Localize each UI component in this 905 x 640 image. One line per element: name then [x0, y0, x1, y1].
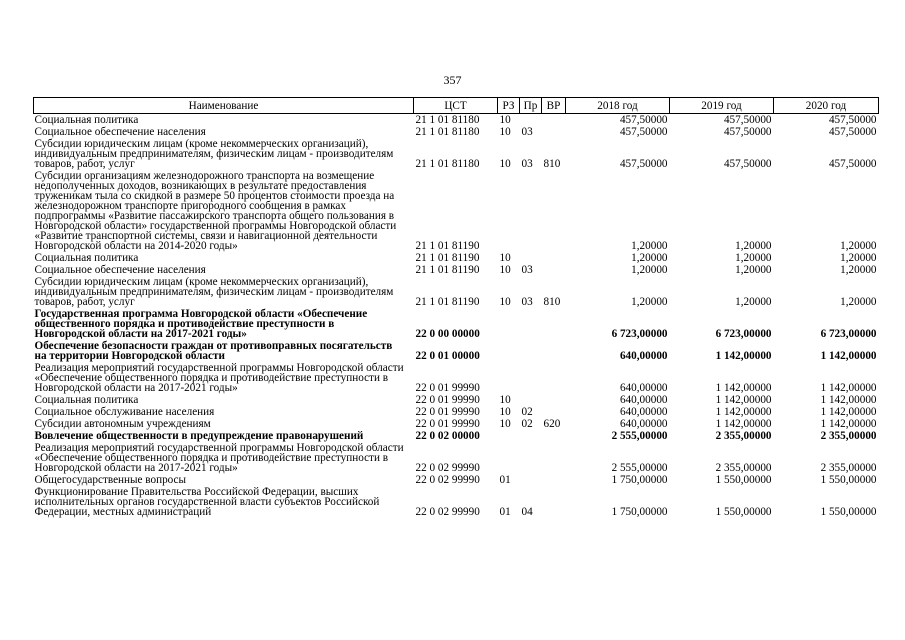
- cell-2018: 1,20000: [631, 252, 668, 264]
- header-rz: РЗ: [498, 98, 520, 114]
- cell-2019: 1 142,00000: [715, 382, 772, 394]
- cell-name: Субсидии юридическим лицам (кроме некоммерческих организаций), индивидуальным предпринимателям, физическим лицам - производителям товаров, работ, услуг: [34, 138, 394, 170]
- cell-cst: 22 0 01 99990: [415, 394, 480, 406]
- cell-rz: [498, 308, 520, 340]
- cell-2019: 1 142,00000: [715, 406, 772, 418]
- cell-cst: 21 1 01 81190: [415, 240, 480, 252]
- cell-2020: 1 142,00000: [820, 394, 877, 406]
- table-row: [34, 126, 879, 138]
- table-header-row: [34, 98, 879, 114]
- cell-vr: [542, 430, 566, 442]
- cell-2018: 640,00000: [619, 406, 668, 418]
- cell-vr: [542, 252, 566, 264]
- header-pr: Пр: [520, 98, 542, 114]
- table-row: [34, 340, 879, 362]
- cell-pr: [520, 170, 542, 252]
- cell-2018: 1 750,00000: [611, 506, 668, 518]
- cell-2018: 457,50000: [619, 158, 668, 170]
- cell-rz: [498, 362, 520, 394]
- table-row: [34, 394, 879, 406]
- cell-2018: 6 723,00000: [611, 328, 668, 340]
- cell-rz: [498, 340, 520, 362]
- cell-2020: 1,20000: [840, 296, 877, 308]
- table-row: [34, 264, 879, 276]
- cell-pr: [520, 340, 542, 362]
- cell-cst: 22 0 01 00000: [415, 350, 480, 362]
- cell-cst: 22 0 01 99990: [415, 406, 480, 418]
- cell-2019: 1 142,00000: [715, 418, 772, 430]
- table-row: [34, 442, 879, 474]
- cell-2020: 2 355,00000: [820, 462, 877, 474]
- cell-rz: 10: [499, 158, 511, 170]
- cell-vr: [542, 114, 566, 127]
- cell-2020: 1 142,00000: [820, 406, 877, 418]
- cell-cst: 22 0 01 99990: [415, 418, 480, 430]
- cell-cst: 22 0 01 99990: [415, 382, 480, 394]
- cell-name: Социальное обеспечение населения: [34, 264, 206, 276]
- cell-rz: 01: [499, 474, 511, 486]
- cell-pr: 02: [521, 418, 533, 430]
- cell-2020: 2 355,00000: [820, 430, 877, 442]
- cell-cst: 21 1 01 81190: [415, 296, 480, 308]
- cell-rz: 10: [499, 296, 511, 308]
- cell-cst: 22 0 00 00000: [415, 328, 480, 340]
- header-name: Наименование: [34, 98, 414, 114]
- cell-pr: 04: [521, 506, 533, 518]
- table-row: [34, 418, 879, 430]
- cell-2018: 2 555,00000: [611, 430, 668, 442]
- cell-vr: 620: [543, 418, 561, 430]
- cell-2019: 457,50000: [723, 158, 772, 170]
- cell-2018: 640,00000: [619, 350, 668, 362]
- cell-2018: 640,00000: [619, 418, 668, 430]
- cell-cst: 21 1 01 81180: [415, 158, 480, 170]
- cell-name: Субсидии автономным учреждениям: [34, 418, 211, 430]
- cell-2020: 1 142,00000: [820, 382, 877, 394]
- cell-vr: [542, 340, 566, 362]
- cell-vr: [542, 442, 566, 474]
- cell-vr: [542, 406, 566, 418]
- table-row: [34, 114, 879, 127]
- cell-pr: 02: [521, 406, 533, 418]
- cell-2019: 1 142,00000: [715, 350, 772, 362]
- cell-2018: 1,20000: [631, 264, 668, 276]
- cell-2018: 457,50000: [619, 114, 668, 126]
- cell-name: Субсидии организациям железнодорожного транспорта на возмещение недополученных доходов, возникающих в результате предоставления труженикам тыла со скидкой в размере 50 процентов стоимости проезда на железнодорожном транспорте пригородного сообщения в рамках подпрограммы «Развитие пассажирского транспорта общего пользования в Новгородской области» государственной программы Новгородской области «Развитие транспортной системы, связи и навигационной деятельности Новгородской области на 2014-2020 годы»: [34, 170, 397, 252]
- cell-pr: 03: [521, 158, 533, 170]
- cell-name: Реализация мероприятий государственной программы Новгородской области «Обеспечение общественного порядка и противодействие преступности в Новгородской области на 2017-2021 годы»: [34, 442, 404, 474]
- table-row: [34, 486, 879, 518]
- cell-name: Социальное обеспечение населения: [34, 126, 206, 138]
- header-cst: ЦСТ: [414, 98, 498, 114]
- cell-2019: 2 355,00000: [715, 462, 772, 474]
- cell-cst: 21 1 01 81190: [415, 252, 480, 264]
- cell-name: Социальная политика: [34, 394, 139, 406]
- cell-pr: [520, 394, 542, 406]
- cell-2019: 457,50000: [723, 126, 772, 138]
- cell-2020: 1,20000: [840, 264, 877, 276]
- cell-name: Обеспечение безопасности граждан от противоправных посягательств на территории Новгородской области: [34, 340, 393, 362]
- cell-cst: 22 0 02 99990: [415, 474, 480, 486]
- cell-2020: 457,50000: [828, 126, 877, 138]
- header-2019: 2019 год: [670, 98, 774, 114]
- table-row: [34, 308, 879, 340]
- cell-2020: 457,50000: [828, 158, 877, 170]
- cell-2018: 640,00000: [619, 394, 668, 406]
- cell-2019: 1,20000: [735, 264, 772, 276]
- table-row: [34, 362, 879, 394]
- cell-2019: 1 550,00000: [715, 474, 772, 486]
- cell-vr: 810: [543, 296, 561, 308]
- cell-pr: [520, 362, 542, 394]
- cell-2019: 1,20000: [735, 252, 772, 264]
- cell-pr: 03: [521, 126, 533, 138]
- cell-cst: 21 1 01 81180: [415, 126, 480, 138]
- table-row: [34, 474, 879, 486]
- header-2018: 2018 год: [566, 98, 670, 114]
- cell-2018: 640,00000: [619, 382, 668, 394]
- cell-vr: [542, 474, 566, 486]
- cell-rz: [498, 442, 520, 474]
- table-row: [34, 406, 879, 418]
- cell-vr: [542, 362, 566, 394]
- cell-vr: [542, 486, 566, 518]
- cell-cst: 21 1 01 81180: [415, 114, 480, 126]
- cell-2019: 2 355,00000: [715, 430, 772, 442]
- cell-name: Общегосударственные вопросы: [34, 474, 187, 486]
- cell-2018: 2 555,00000: [611, 462, 668, 474]
- cell-2020: 1,20000: [840, 240, 877, 252]
- cell-rz: 10: [499, 394, 511, 406]
- cell-pr: [520, 430, 542, 442]
- cell-rz: 10: [499, 252, 511, 264]
- cell-2020: 1 142,00000: [820, 350, 877, 362]
- cell-name: Субсидии юридическим лицам (кроме некоммерческих организаций), индивидуальным предпринимателям, физическим лицам - производителям товаров, работ, услуг: [34, 276, 394, 308]
- cell-vr: [542, 126, 566, 138]
- header-2020: 2020 год: [774, 98, 879, 114]
- cell-pr: [520, 474, 542, 486]
- cell-vr: [542, 170, 566, 252]
- cell-2019: 1 142,00000: [715, 394, 772, 406]
- cell-cst: 21 1 01 81190: [415, 264, 480, 276]
- cell-rz: 10: [499, 264, 511, 276]
- cell-rz: 10: [499, 406, 511, 418]
- table-row: [34, 170, 879, 252]
- cell-2018: 1 750,00000: [611, 474, 668, 486]
- cell-vr: [542, 308, 566, 340]
- cell-pr: [520, 308, 542, 340]
- cell-2020: 1 550,00000: [820, 506, 877, 518]
- cell-2019: 6 723,00000: [715, 328, 772, 340]
- cell-name: Функционирование Правительства Российской Федерации, высших исполнительных органов государственной власти субъектов Российской Федерации, местных администраций: [34, 486, 380, 518]
- table-row: [34, 252, 879, 264]
- cell-2019: 1 550,00000: [715, 506, 772, 518]
- cell-vr: [542, 394, 566, 406]
- cell-rz: 01: [499, 506, 511, 518]
- cell-2020: 6 723,00000: [820, 328, 877, 340]
- cell-2020: 1,20000: [840, 252, 877, 264]
- cell-rz: [498, 430, 520, 442]
- table-row: [34, 276, 879, 308]
- cell-rz: 10: [499, 126, 511, 138]
- budget-table: [33, 97, 879, 518]
- cell-2018: 1,20000: [631, 240, 668, 252]
- cell-2019: 1,20000: [735, 296, 772, 308]
- cell-rz: 10: [499, 114, 511, 126]
- cell-name: Государственная программа Новгородской области «Обеспечение общественного порядка и противодействие преступности в Новгородской области на 2017-2021 годы»: [34, 308, 368, 340]
- cell-name: Социальная политика: [34, 252, 139, 264]
- cell-2018: 457,50000: [619, 126, 668, 138]
- cell-pr: [520, 442, 542, 474]
- header-vr: ВР: [542, 98, 566, 114]
- cell-rz: [498, 170, 520, 252]
- table-row: [34, 138, 879, 170]
- cell-vr: 810: [543, 158, 561, 170]
- cell-name: Социальная политика: [34, 114, 139, 126]
- cell-2018: 1,20000: [631, 296, 668, 308]
- cell-cst: 22 0 02 00000: [415, 430, 480, 442]
- cell-2020: 1 550,00000: [820, 474, 877, 486]
- cell-name: Реализация мероприятий государственной программы Новгородской области «Обеспечение общественного порядка и противодействие преступности в Новгородской области на 2017-2021 годы»: [34, 362, 404, 394]
- table-row: [34, 430, 879, 442]
- cell-pr: 03: [521, 296, 533, 308]
- cell-vr: [542, 264, 566, 276]
- cell-name: Социальное обслуживание населения: [34, 406, 215, 418]
- cell-cst: 22 0 02 99990: [415, 506, 480, 518]
- cell-name: Вовлечение общественности в предупреждение правонарушений: [34, 430, 364, 442]
- cell-2020: 1 142,00000: [820, 418, 877, 430]
- cell-cst: 22 0 02 99990: [415, 462, 480, 474]
- cell-pr: [520, 252, 542, 264]
- cell-pr: 03: [521, 264, 533, 276]
- cell-2020: 457,50000: [828, 114, 877, 126]
- cell-pr: [520, 114, 542, 127]
- cell-rz: 10: [499, 418, 511, 430]
- cell-2019: 457,50000: [723, 114, 772, 126]
- page-number: 357: [443, 73, 462, 87]
- cell-2019: 1,20000: [735, 240, 772, 252]
